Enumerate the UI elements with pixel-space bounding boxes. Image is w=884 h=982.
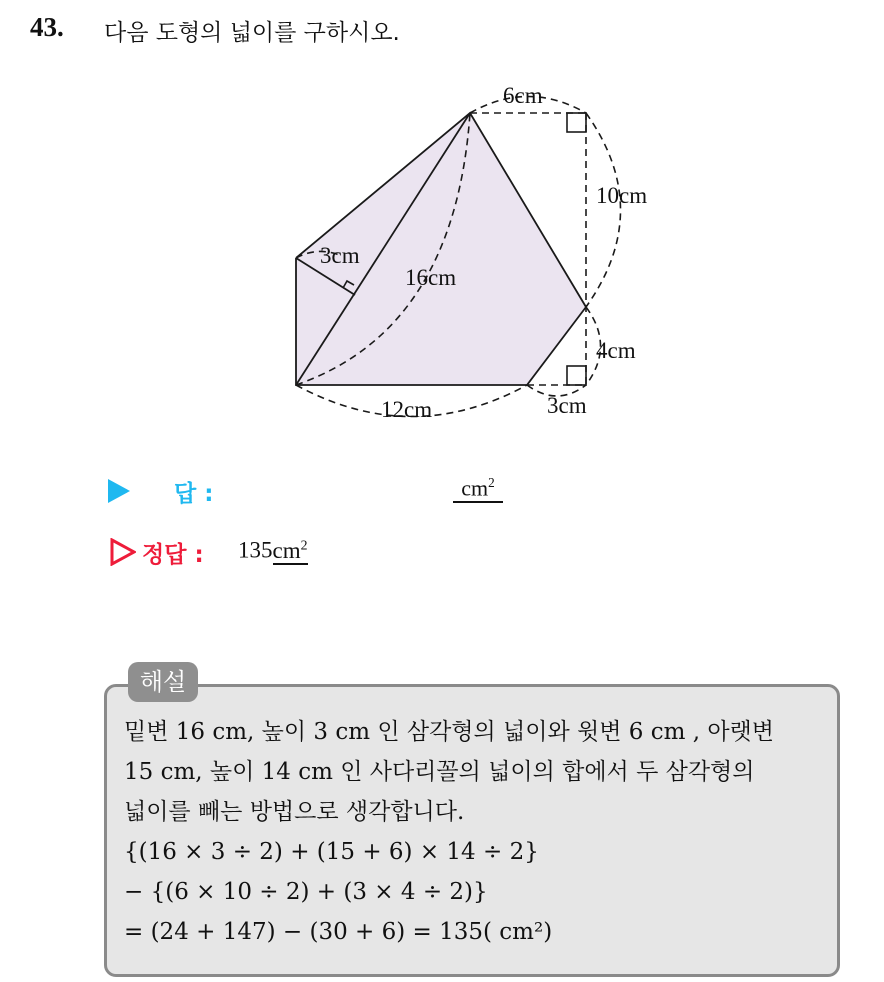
answer-label: 답 : xyxy=(174,481,214,507)
right-angle-mark-bottom xyxy=(567,366,586,385)
label-right-upper: 10cm xyxy=(596,183,648,208)
explanation-body xyxy=(124,712,834,952)
explanation-tag: 해설 xyxy=(128,662,198,702)
explanation-line: 15 cm, 높이 14 cm 인 사다리꼴의 넓이의 합에서 두 삼각형의 xyxy=(124,759,755,785)
answer-row xyxy=(108,475,528,509)
answer-blank[interactable] xyxy=(453,475,503,503)
correct-unit-power: 2 xyxy=(300,537,308,552)
label-diagonal: 16cm xyxy=(405,265,457,290)
question-number: 43. xyxy=(30,12,64,42)
answer-unit-power: 2 xyxy=(488,475,495,490)
explanation-line: 넓이를 빼는 방법으로 생각합니다. xyxy=(124,799,465,825)
outline-triangle-icon xyxy=(110,538,136,566)
explanation-line: 밑변 16 cm, 높이 3 cm 인 삼각형의 넓이와 윗변 6 cm , 아랫변 xyxy=(124,719,774,745)
explanation-formula: − {(6 × 10 ÷ 2) + (3 × 4 ÷ 2)} xyxy=(124,879,488,905)
explanation-formula: = (24 + 147) − (30 + 6) = 135( cm²) xyxy=(124,919,553,945)
correct-label: 정답 : xyxy=(142,542,204,568)
label-bottom-right: 3cm xyxy=(547,393,587,418)
label-bottom: 12cm xyxy=(381,397,433,422)
play-triangle-icon xyxy=(108,479,130,503)
correct-unit: cm xyxy=(272,537,301,563)
right-angle-mark-top xyxy=(567,113,586,132)
geometry-figure xyxy=(0,0,884,460)
label-height: 3cm xyxy=(320,243,360,268)
explanation-formula: {(16 × 3 ÷ 2) + (15 + 6) × 14 ÷ 2} xyxy=(124,839,539,865)
correct-answer-row xyxy=(108,536,528,570)
label-right-lower: 4cm xyxy=(596,338,636,363)
right-upper-arc xyxy=(586,113,621,307)
correct-value: 135 xyxy=(238,537,273,563)
question-text: 다음 도형의 넓이를 구하시오. xyxy=(104,20,400,46)
answer-unit: cm xyxy=(461,475,489,501)
correct-value-group xyxy=(238,537,308,564)
correct-unit-wrap xyxy=(273,538,308,565)
label-top: 6cm xyxy=(503,83,543,108)
